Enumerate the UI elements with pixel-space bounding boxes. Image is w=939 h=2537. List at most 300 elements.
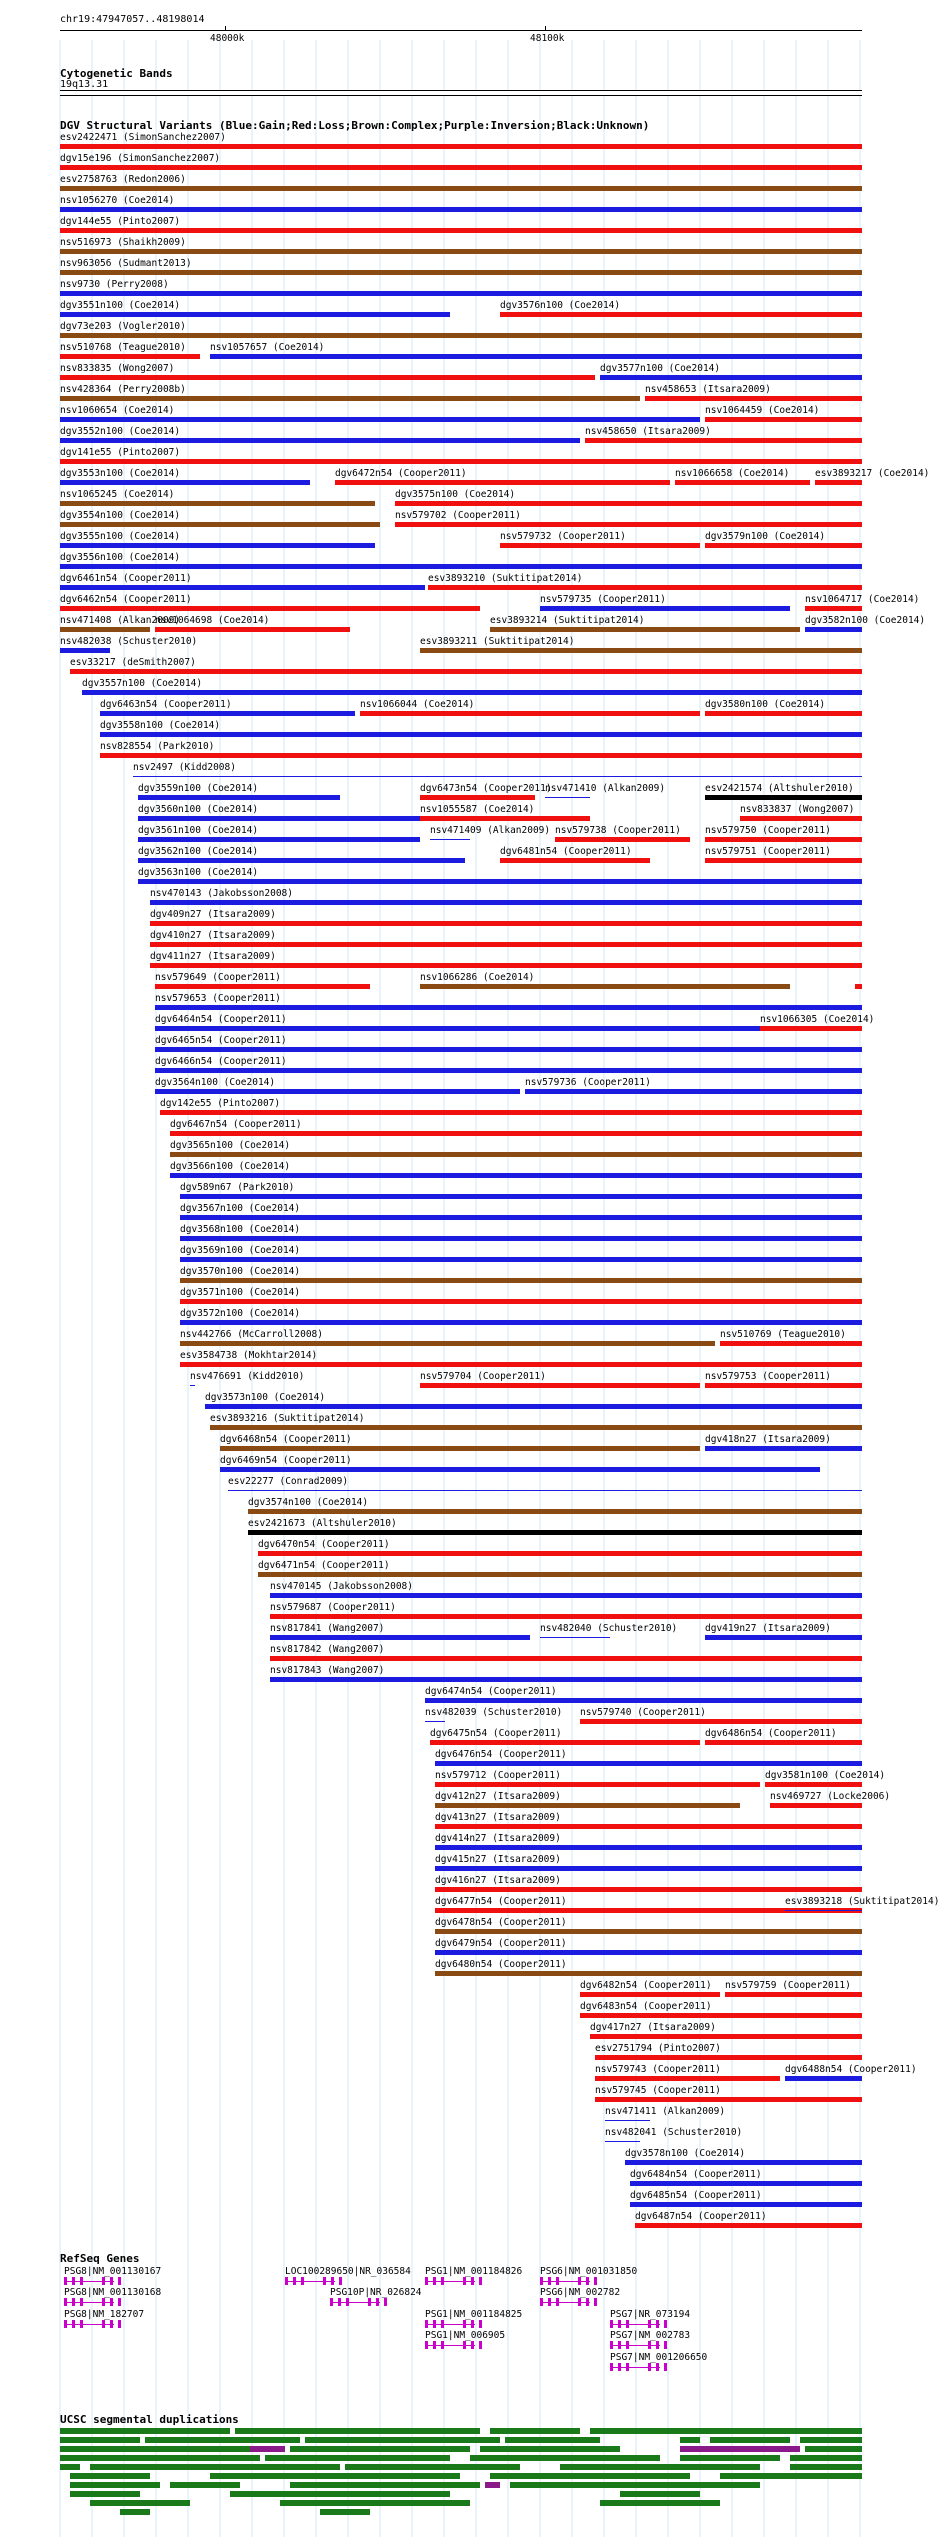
gene-exon[interactable] xyxy=(384,2298,387,2306)
gene-exon[interactable] xyxy=(586,2277,589,2285)
variant-bar-gain[interactable] xyxy=(138,858,465,863)
variant-bar-loss[interactable] xyxy=(855,984,862,989)
variant-bar-complex[interactable] xyxy=(60,501,375,506)
variant-bar-loss[interactable] xyxy=(270,1656,862,1661)
variant-label[interactable]: nsv471409 (Alkan2009) xyxy=(430,825,551,836)
variant-label[interactable]: dgv3572n100 (Coe2014) xyxy=(180,1308,301,1319)
variant-label[interactable]: dgv413n27 (Itsara2009) xyxy=(435,1812,561,1823)
variant-bar-gain[interactable] xyxy=(150,900,862,905)
variant-bar-gain[interactable] xyxy=(60,312,450,317)
variant-bar-gain[interactable] xyxy=(435,1845,862,1850)
variant-label[interactable]: dgv3553n100 (Coe2014) xyxy=(60,468,181,479)
variant-bar-loss[interactable] xyxy=(500,312,862,317)
variant-bar-loss[interactable] xyxy=(60,144,862,149)
variant-label[interactable]: nsv516973 (Shaikh2009) xyxy=(60,237,186,248)
variant-bar-gain[interactable] xyxy=(180,1236,862,1241)
gene-exon[interactable] xyxy=(578,2277,581,2285)
variant-label[interactable]: dgv419n27 (Itsara2009) xyxy=(705,1623,831,1634)
variant-label[interactable]: dgv6469n54 (Cooper2011) xyxy=(220,1455,352,1466)
variant-label[interactable]: nsv817843 (Wang2007) xyxy=(270,1665,385,1676)
variant-label[interactable]: nsv833837 (Wong2007) xyxy=(740,804,855,815)
variant-bar-loss[interactable] xyxy=(360,711,700,716)
gene-exon[interactable] xyxy=(441,2277,444,2285)
variant-bar-loss[interactable] xyxy=(420,795,535,800)
variant-bar-complex[interactable] xyxy=(60,270,862,275)
variant-bar-thin[interactable] xyxy=(430,839,470,840)
variant-bar-complex[interactable] xyxy=(180,1278,862,1283)
gene-label[interactable]: LOC100289650|NR_036584 xyxy=(285,2266,411,2277)
variant-bar-gain[interactable] xyxy=(60,438,580,443)
variant-label[interactable]: nsv579735 (Cooper2011) xyxy=(540,594,666,605)
variant-label[interactable]: nsv579753 (Cooper2011) xyxy=(705,1371,831,1382)
variant-bar-loss[interactable] xyxy=(435,1782,760,1787)
gene-exon[interactable] xyxy=(80,2277,83,2285)
variant-label[interactable]: dgv6484n54 (Cooper2011) xyxy=(630,2169,762,2180)
variant-bar-loss[interactable] xyxy=(590,2034,862,2039)
variant-bar-gain[interactable] xyxy=(600,375,862,380)
variant-label[interactable]: nsv1066044 (Coe2014) xyxy=(360,699,475,710)
variant-label[interactable]: dgv6485n54 (Cooper2011) xyxy=(630,2190,762,2201)
gene-exon[interactable] xyxy=(610,2341,613,2349)
variant-bar-complex[interactable] xyxy=(248,1509,862,1514)
variant-bar-complex[interactable] xyxy=(220,1446,700,1451)
variant-bar-loss[interactable] xyxy=(805,606,862,611)
variant-bar-gain[interactable] xyxy=(138,879,862,884)
variant-bar-gain[interactable] xyxy=(210,354,862,359)
gene-exon[interactable] xyxy=(293,2277,296,2285)
variant-label[interactable]: nsv579702 (Cooper2011) xyxy=(395,510,521,521)
variant-bar-gain[interactable] xyxy=(630,2202,862,2207)
variant-bar-complex[interactable] xyxy=(170,1152,862,1157)
variant-label[interactable]: nsv1060654 (Coe2014) xyxy=(60,405,175,416)
variant-bar-gain[interactable] xyxy=(155,1089,520,1094)
segdup-bar[interactable] xyxy=(320,2509,370,2515)
gene-exon[interactable] xyxy=(626,2320,629,2328)
variant-bar-gain[interactable] xyxy=(60,564,862,569)
variant-bar-loss[interactable] xyxy=(720,1341,862,1346)
variant-bar-gain[interactable] xyxy=(270,1677,862,1682)
variant-label[interactable]: dgv6482n54 (Cooper2011) xyxy=(580,1980,712,1991)
variant-label[interactable]: nsv579743 (Cooper2011) xyxy=(595,2064,721,2075)
variant-bar-complex[interactable] xyxy=(60,249,862,254)
variant-label[interactable]: dgv589n67 (Park2010) xyxy=(180,1182,295,1193)
variant-bar-gain[interactable] xyxy=(100,732,862,737)
variant-label[interactable]: dgv3567n100 (Coe2014) xyxy=(180,1203,301,1214)
gene-exon[interactable] xyxy=(118,2320,121,2328)
gene-exon[interactable] xyxy=(479,2341,482,2349)
variant-label[interactable]: dgv3575n100 (Coe2014) xyxy=(395,489,516,500)
gene-label[interactable]: PSG8|NM_182707 xyxy=(64,2309,145,2320)
variant-bar-loss[interactable] xyxy=(395,522,862,527)
variant-bar-loss[interactable] xyxy=(705,417,862,422)
variant-bar-loss[interactable] xyxy=(675,480,810,485)
variant-label[interactable]: dgv415n27 (Itsara2009) xyxy=(435,1854,561,1865)
gene-exon[interactable] xyxy=(425,2320,428,2328)
gene-exon[interactable] xyxy=(556,2277,559,2285)
gene-exon[interactable] xyxy=(102,2298,105,2306)
variant-bar-loss[interactable] xyxy=(585,438,862,443)
variant-label[interactable]: nsv1055587 (Coe2014) xyxy=(420,804,535,815)
segdup-bar[interactable] xyxy=(680,2455,780,2461)
variant-bar-gain[interactable] xyxy=(100,711,355,716)
variant-bar-loss[interactable] xyxy=(100,753,862,758)
variant-label[interactable]: dgv3551n100 (Coe2014) xyxy=(60,300,181,311)
variant-bar-gain[interactable] xyxy=(270,1593,862,1598)
variant-label[interactable]: dgv6468n54 (Cooper2011) xyxy=(220,1434,352,1445)
variant-bar-complex[interactable] xyxy=(258,1572,862,1577)
gene-exon[interactable] xyxy=(118,2277,121,2285)
variant-label[interactable]: nsv579653 (Cooper2011) xyxy=(155,993,281,1004)
variant-label[interactable]: dgv411n27 (Itsara2009) xyxy=(150,951,276,962)
variant-bar-gain[interactable] xyxy=(205,1404,862,1409)
variant-bar-complex[interactable] xyxy=(60,396,640,401)
segdup-bar[interactable] xyxy=(680,2437,700,2443)
variant-label[interactable]: dgv3571n100 (Coe2014) xyxy=(180,1287,301,1298)
variant-bar-complex[interactable] xyxy=(210,1425,862,1430)
variant-bar-gain[interactable] xyxy=(60,648,110,653)
variant-label[interactable]: nsv482040 (Schuster2010) xyxy=(540,1623,678,1634)
variant-label[interactable]: dgv3565n100 (Coe2014) xyxy=(170,1140,291,1151)
variant-label[interactable]: dgv6474n54 (Cooper2011) xyxy=(425,1686,557,1697)
variant-label[interactable]: nsv1064717 (Coe2014) xyxy=(805,594,920,605)
gene-exon[interactable] xyxy=(72,2320,75,2328)
variant-label[interactable]: nsv482038 (Schuster2010) xyxy=(60,636,198,647)
segdup-bar[interactable] xyxy=(235,2428,480,2434)
gene-exon[interactable] xyxy=(441,2341,444,2349)
variant-bar-complex[interactable] xyxy=(60,522,380,527)
variant-label[interactable]: dgv3581n100 (Coe2014) xyxy=(765,1770,886,1781)
segdup-bar[interactable] xyxy=(170,2482,240,2488)
gene-exon[interactable] xyxy=(656,2320,659,2328)
variant-label[interactable]: dgv6473n54 (Cooper2011) xyxy=(420,783,552,794)
variant-bar-complex[interactable] xyxy=(490,627,800,632)
variant-bar-loss[interactable] xyxy=(770,1803,862,1808)
variant-label[interactable]: nsv470143 (Jakobsson2008) xyxy=(150,888,293,899)
gene-label[interactable]: PSG6|NM_002782 xyxy=(540,2287,621,2298)
segdup-bar[interactable] xyxy=(480,2446,620,2452)
variant-bar-loss[interactable] xyxy=(150,963,862,968)
variant-bar-thin[interactable] xyxy=(545,797,590,798)
variant-bar-loss[interactable] xyxy=(760,1026,862,1031)
variant-bar-loss[interactable] xyxy=(60,228,862,233)
gene-exon[interactable] xyxy=(80,2298,83,2306)
gene-exon[interactable] xyxy=(433,2341,436,2349)
gene-exon[interactable] xyxy=(471,2277,474,2285)
gene-exon[interactable] xyxy=(338,2298,341,2306)
variant-label[interactable]: nsv963056 (Sudmant2013) xyxy=(60,258,192,269)
segdup-bar[interactable] xyxy=(230,2491,450,2497)
segdup-bar[interactable] xyxy=(490,2473,690,2479)
variant-bar-gain[interactable] xyxy=(60,543,375,548)
segdup-bar[interactable] xyxy=(345,2464,520,2470)
variant-bar-loss[interactable] xyxy=(180,1362,862,1367)
variant-bar-complex[interactable] xyxy=(420,648,862,653)
variant-bar-loss[interactable] xyxy=(150,921,862,926)
segdup-bar[interactable] xyxy=(305,2437,500,2443)
gene-exon[interactable] xyxy=(64,2320,67,2328)
variant-bar-loss[interactable] xyxy=(705,1383,862,1388)
variant-bar-thin[interactable] xyxy=(190,1385,195,1386)
gene-exon[interactable] xyxy=(110,2277,113,2285)
variant-bar-gain[interactable] xyxy=(630,2181,862,2186)
variant-label[interactable]: nsv471411 (Alkan2009) xyxy=(605,2106,726,2117)
variant-label[interactable]: dgv3558n100 (Coe2014) xyxy=(100,720,221,731)
gene-label[interactable]: PSG8|NM_001130167 xyxy=(64,2266,162,2277)
variant-bar-gain[interactable] xyxy=(435,1950,862,1955)
gene-exon[interactable] xyxy=(664,2363,667,2371)
gene-exon[interactable] xyxy=(540,2298,543,2306)
gene-exon[interactable] xyxy=(64,2277,67,2285)
variant-bar-loss[interactable] xyxy=(258,1551,862,1556)
variant-label[interactable]: dgv6483n54 (Cooper2011) xyxy=(580,2001,712,2012)
gene-exon[interactable] xyxy=(346,2298,349,2306)
variant-label[interactable]: dgv144e55 (Pinto2007) xyxy=(60,216,181,227)
variant-label[interactable]: esv33217 (deSmith2007) xyxy=(70,657,196,668)
gene-exon[interactable] xyxy=(664,2341,667,2349)
variant-label[interactable]: nsv470145 (Jakobsson2008) xyxy=(270,1581,413,1592)
variant-label[interactable]: dgv3554n100 (Coe2014) xyxy=(60,510,181,521)
gene-exon[interactable] xyxy=(648,2320,651,2328)
variant-label[interactable]: dgv3573n100 (Coe2014) xyxy=(205,1392,326,1403)
variant-bar-loss[interactable] xyxy=(740,816,862,821)
variant-label[interactable]: dgv3580n100 (Coe2014) xyxy=(705,699,826,710)
variant-label[interactable]: nsv458650 (Itsara2009) xyxy=(585,426,711,437)
variant-bar-gain[interactable] xyxy=(155,1047,862,1052)
variant-label[interactable]: nsv471410 (Alkan2009) xyxy=(545,783,666,794)
variant-bar-loss[interactable] xyxy=(60,165,862,170)
gene-exon[interactable] xyxy=(441,2320,444,2328)
variant-label[interactable]: dgv6471n54 (Cooper2011) xyxy=(258,1560,390,1571)
variant-bar-loss[interactable] xyxy=(60,354,200,359)
variant-bar-gain[interactable] xyxy=(60,480,310,485)
gene-exon[interactable] xyxy=(285,2277,288,2285)
variant-label[interactable]: esv3584738 (Mokhtar2014) xyxy=(180,1350,318,1361)
variant-bar-gain[interactable] xyxy=(270,1635,530,1640)
variant-bar-thin[interactable] xyxy=(785,1910,862,1911)
variant-bar-loss[interactable] xyxy=(150,942,862,947)
gene-exon[interactable] xyxy=(548,2298,551,2306)
variant-label[interactable]: nsv1066658 (Coe2014) xyxy=(675,468,790,479)
variant-label[interactable]: nsv482041 (Schuster2010) xyxy=(605,2127,743,2138)
variant-label[interactable]: dgv3569n100 (Coe2014) xyxy=(180,1245,301,1256)
variant-label[interactable]: dgv141e55 (Pinto2007) xyxy=(60,447,181,458)
variant-bar-loss[interactable] xyxy=(70,669,862,674)
segdup-bar[interactable] xyxy=(500,2428,560,2434)
variant-label[interactable]: dgv6464n54 (Cooper2011) xyxy=(155,1014,287,1025)
variant-bar-thin[interactable] xyxy=(133,776,862,777)
gene-label[interactable]: PSG10P|NR_026824 xyxy=(330,2287,422,2298)
variant-label[interactable]: esv3893217 (Coe2014) xyxy=(815,468,930,479)
gene-exon[interactable] xyxy=(433,2277,436,2285)
variant-label[interactable]: esv2422471 (SimonSanchez2007) xyxy=(60,132,226,143)
variant-label[interactable]: nsv2497 (Kidd2008) xyxy=(133,762,236,773)
variant-bar-loss[interactable] xyxy=(635,2223,862,2228)
variant-label[interactable]: nsv579750 (Cooper2011) xyxy=(705,825,831,836)
variant-label[interactable]: esv2758763 (Redon2006) xyxy=(60,174,186,185)
variant-label[interactable]: dgv3577n100 (Coe2014) xyxy=(600,363,721,374)
variant-label[interactable]: nsv1066286 (Coe2014) xyxy=(420,972,535,983)
gene-exon[interactable] xyxy=(618,2341,621,2349)
variant-label[interactable]: dgv6466n54 (Cooper2011) xyxy=(155,1056,287,1067)
variant-bar-loss[interactable] xyxy=(580,1719,862,1724)
variant-bar-loss[interactable] xyxy=(270,1614,862,1619)
variant-label[interactable]: nsv579732 (Cooper2011) xyxy=(500,531,626,542)
gene-label[interactable]: PSG7|NM_002783 xyxy=(610,2330,691,2341)
variant-label[interactable]: dgv417n27 (Itsara2009) xyxy=(590,2022,716,2033)
gene-exon[interactable] xyxy=(664,2320,667,2328)
variant-label[interactable]: nsv1057657 (Coe2014) xyxy=(210,342,325,353)
variant-label[interactable]: esv2751794 (Pinto2007) xyxy=(595,2043,721,2054)
variant-label[interactable]: nsv9730 (Perry2008) xyxy=(60,279,169,290)
variant-bar-gain[interactable] xyxy=(180,1257,862,1262)
variant-bar-loss[interactable] xyxy=(428,585,862,590)
segdup-bar[interactable] xyxy=(680,2446,800,2452)
gene-label[interactable]: PSG1|NM_006905 xyxy=(425,2330,506,2341)
segdup-bar[interactable] xyxy=(120,2509,150,2515)
variant-label[interactable]: dgv410n27 (Itsara2009) xyxy=(150,930,276,941)
variant-bar-gain[interactable] xyxy=(138,816,420,821)
variant-bar-complex[interactable] xyxy=(60,186,862,191)
segdup-bar[interactable] xyxy=(710,2437,790,2443)
variant-bar-loss[interactable] xyxy=(395,501,862,506)
variant-label[interactable]: dgv3555n100 (Coe2014) xyxy=(60,531,181,542)
variant-bar-loss[interactable] xyxy=(765,1782,862,1787)
gene-exon[interactable] xyxy=(331,2277,334,2285)
variant-label[interactable]: dgv6467n54 (Cooper2011) xyxy=(170,1119,302,1130)
variant-label[interactable]: esv2421673 (Altshuler2010) xyxy=(248,1518,397,1529)
variant-label[interactable]: nsv579712 (Cooper2011) xyxy=(435,1770,561,1781)
variant-label[interactable]: dgv6461n54 (Cooper2011) xyxy=(60,573,192,584)
gene-exon[interactable] xyxy=(64,2298,67,2306)
variant-bar-gain[interactable] xyxy=(155,1068,862,1073)
variant-label[interactable]: dgv3574n100 (Coe2014) xyxy=(248,1497,369,1508)
variant-bar-thin[interactable] xyxy=(605,2141,640,2142)
variant-label[interactable]: dgv73e203 (Vogler2010) xyxy=(60,321,186,332)
variant-bar-gain[interactable] xyxy=(625,2160,862,2165)
variant-label[interactable]: nsv458653 (Itsara2009) xyxy=(645,384,771,395)
segdup-bar[interactable] xyxy=(145,2437,300,2443)
gene-exon[interactable] xyxy=(610,2363,613,2371)
variant-label[interactable]: dgv3582n100 (Coe2014) xyxy=(805,615,926,626)
variant-label[interactable]: nsv817842 (Wang2007) xyxy=(270,1644,385,1655)
variant-bar-loss[interactable] xyxy=(60,459,862,464)
variant-label[interactable]: dgv6488n54 (Cooper2011) xyxy=(785,2064,917,2075)
variant-bar-loss[interactable] xyxy=(180,1299,862,1304)
variant-bar-loss[interactable] xyxy=(705,543,862,548)
variant-bar-loss[interactable] xyxy=(705,837,862,842)
variant-label[interactable]: dgv416n27 (Itsara2009) xyxy=(435,1875,561,1886)
gene-exon[interactable] xyxy=(110,2320,113,2328)
variant-bar-complex[interactable] xyxy=(435,1929,862,1934)
variant-bar-loss[interactable] xyxy=(430,1740,700,1745)
gene-exon[interactable] xyxy=(368,2298,371,2306)
variant-bar-gain[interactable] xyxy=(155,1026,760,1031)
variant-bar-gain[interactable] xyxy=(138,837,420,842)
segdup-bar[interactable] xyxy=(290,2446,470,2452)
variant-bar-loss[interactable] xyxy=(435,1887,862,1892)
variant-label[interactable]: nsv817841 (Wang2007) xyxy=(270,1623,385,1634)
variant-label[interactable]: dgv6479n54 (Cooper2011) xyxy=(435,1938,567,1949)
gene-exon[interactable] xyxy=(610,2320,613,2328)
variant-label[interactable]: nsv482039 (Schuster2010) xyxy=(425,1707,563,1718)
variant-bar-gain[interactable] xyxy=(180,1215,862,1220)
gene-exon[interactable] xyxy=(425,2277,428,2285)
variant-label[interactable]: dgv3556n100 (Coe2014) xyxy=(60,552,181,563)
segdup-bar[interactable] xyxy=(590,2428,862,2434)
gene-exon[interactable] xyxy=(656,2341,659,2349)
variant-label[interactable]: esv3893211 (Suktitipat2014) xyxy=(420,636,575,647)
variant-bar-gain[interactable] xyxy=(82,690,862,695)
variant-label[interactable]: nsv579704 (Cooper2011) xyxy=(420,1371,546,1382)
variant-label[interactable]: dgv3568n100 (Coe2014) xyxy=(180,1224,301,1235)
gene-exon[interactable] xyxy=(330,2298,333,2306)
variant-bar-loss[interactable] xyxy=(170,1131,862,1136)
gene-exon[interactable] xyxy=(110,2298,113,2306)
variant-label[interactable]: nsv579745 (Cooper2011) xyxy=(595,2085,721,2096)
variant-bar-loss[interactable] xyxy=(815,480,862,485)
variant-bar-gain[interactable] xyxy=(180,1194,862,1199)
variant-bar-loss[interactable] xyxy=(155,984,370,989)
segdup-bar[interactable] xyxy=(510,2482,760,2488)
variant-label[interactable]: esv3893210 (Suktitipat2014) xyxy=(428,573,583,584)
segdup-bar[interactable] xyxy=(280,2500,470,2506)
variant-label[interactable]: nsv579751 (Cooper2011) xyxy=(705,846,831,857)
variant-label[interactable]: dgv6476n54 (Cooper2011) xyxy=(435,1749,567,1760)
segdup-bar[interactable] xyxy=(70,2473,150,2479)
variant-bar-loss[interactable] xyxy=(705,1740,862,1745)
variant-label[interactable]: dgv6472n54 (Cooper2011) xyxy=(335,468,467,479)
segdup-bar[interactable] xyxy=(90,2500,190,2506)
variant-bar-gain[interactable] xyxy=(155,1005,862,1010)
gene-exon[interactable] xyxy=(648,2363,651,2371)
variant-bar-gain[interactable] xyxy=(705,1446,862,1451)
variant-label[interactable]: dgv6481n54 (Cooper2011) xyxy=(500,846,632,857)
variant-bar-unknown[interactable] xyxy=(705,795,862,800)
variant-label[interactable]: nsv833835 (Wong2007) xyxy=(60,363,175,374)
gene-exon[interactable] xyxy=(301,2277,304,2285)
gene-exon[interactable] xyxy=(376,2298,379,2306)
variant-label[interactable]: nsv442766 (McCarroll2008) xyxy=(180,1329,323,1340)
variant-bar-gain[interactable] xyxy=(60,417,700,422)
variant-label[interactable]: dgv3552n100 (Coe2014) xyxy=(60,426,181,437)
segdup-bar[interactable] xyxy=(485,2482,500,2488)
gene-exon[interactable] xyxy=(626,2341,629,2349)
variant-label[interactable]: dgv142e55 (Pinto2007) xyxy=(160,1098,281,1109)
variant-bar-gain[interactable] xyxy=(785,2076,862,2081)
variant-label[interactable]: esv3893216 (Suktitipat2014) xyxy=(210,1413,365,1424)
variant-label[interactable]: dgv3562n100 (Coe2014) xyxy=(138,846,259,857)
gene-label[interactable]: PSG1|NM_001184825 xyxy=(425,2309,523,2320)
gene-exon[interactable] xyxy=(479,2277,482,2285)
gene-exon[interactable] xyxy=(548,2277,551,2285)
variant-label[interactable]: dgv6462n54 (Cooper2011) xyxy=(60,594,192,605)
variant-bar-loss[interactable] xyxy=(555,837,690,842)
variant-bar-thin[interactable] xyxy=(425,1721,445,1722)
segdup-bar[interactable] xyxy=(505,2437,600,2443)
variant-label[interactable]: nsv1065245 (Coe2014) xyxy=(60,489,175,500)
gene-label[interactable]: PSG7|NM_001206650 xyxy=(610,2352,708,2363)
variant-label[interactable]: nsv469727 (Locke2006) xyxy=(770,1791,891,1802)
gene-exon[interactable] xyxy=(72,2277,75,2285)
gene-label[interactable]: PSG7|NR_073194 xyxy=(610,2309,691,2320)
gene-label[interactable]: PSG1|NM_001184826 xyxy=(425,2266,523,2277)
variant-bar-gain[interactable] xyxy=(540,606,790,611)
variant-bar-gain[interactable] xyxy=(170,1173,862,1178)
gene-exon[interactable] xyxy=(118,2298,121,2306)
gene-exon[interactable] xyxy=(102,2320,105,2328)
segdup-bar[interactable] xyxy=(470,2455,660,2461)
gene-exon[interactable] xyxy=(656,2363,659,2371)
